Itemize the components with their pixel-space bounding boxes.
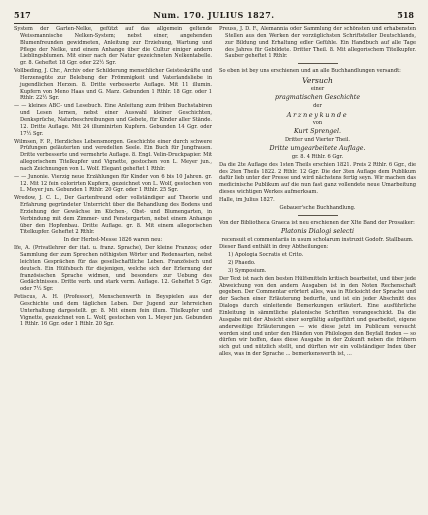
entry-wredow-gartenfreund: Wredow, J. C. L., Der Gartenfreund oder vollständiger auf Theorie und Erfahrung gegründeter Unterricht über die Behandlung des Bodens und Erziehung der Gewächse im Küchen-, Obst- und Blumengarten, in Verbindung mit dem Zimmer- und Fenstergarten, nebst einem Anhange über den Hopfenbau. Dritte Auflage. gr. 8. Mit einem allegorischen Titelkupfer. Geheftet 2 Rthlr. xyxy=(14,195,212,236)
section-divider xyxy=(298,63,338,64)
page-number-left: 517 xyxy=(14,10,31,20)
issue-title: Num. 170. JULIUS 1827. xyxy=(153,10,275,20)
book-title-line1: Versuch xyxy=(302,76,333,86)
book2-title: Platonis Dialogi selecti xyxy=(280,227,355,235)
sprengel-description: Da die 2te Auflage des 1sten Theils erschien 1821. Preis 2 Rthlr. 6 Ggr., die des 2ten Theils 1822. 2 Rthlr. 12 Ggr. Die der 3ten Auflage dem Publikum dafür lieb unter der Presse und wird nächstens fertig seyn. Wir machen das medicinische Publikum auf die nun fast ganz vollendete neue Umarbeitung dieses wichtigen Werkes aufmerksam. xyxy=(219,161,416,196)
book2-volume-note: Dieser Band enthält in drey Abtheilungen: xyxy=(219,244,329,251)
entry-petiscus-menschenwerth: Petiscus, A. H. (Professor), Menschenwerth in Beyspielen aus der Geschichte und dem täglichen Leben. Der Jugend zur lehrreichen Unterhaltung dargestellt. gr. 8. Mit einem fein illum. Titelkupfer und Vignette, gezeichnet von L. Wolf, gestochen von L. Meyer jun. Gebunden 1 Rthlr. 16 Ggr. oder 1 Rthlr. 20 Sgr. xyxy=(14,294,212,328)
entry-preuss-alemannia: Preuss, J. D. F., Alemannia oder Sammlung der schönsten und erhabensten Stellen aus den Werken der vorzüglichsten Schriftsteller Deutschlands, zur Bildung und Erhaltung edler Gefühle. Ein Handbuch auf alle Tage des Jahres für Gebildete. Dritter Theil. 8. Mit allegorischem Titelkupfer. Sauber geheftet 1 Rthlr. xyxy=(219,26,416,60)
book-parts: Dritter und Vierter Theil. xyxy=(284,137,351,144)
entry-abc-lesebuch: — — kleines ABC- und Lesebuch. Eine Anleitung zum frühen Buchstabiren und Lesen lernen, nebst einer Auswahl kleiner Geschichten, Denksprüche, Naturbeschreibungen und Gebete, für Kinder aller Stände. 12. Dritte Auflage. Mit 24 illuminirten Kupfern. Gebunden 14 Ggr. oder 17½ Sgr. xyxy=(14,103,212,137)
entry-vollbeding-archiv: Vollbeding, J. Chr., Archiv oder Schilderung menschlicher Geisteskräfte und Herzensgüte zur Belebung der Frömmigkeit und Vaterlandsliebe in jugendlichen Herzen. 8. Dritte verbesserte Auflage. Mit 11 illumin. Kupfern von Meno Haas und G. Marz. Gebunden 1 Rthlr. 18 Ggr. oder 1 Rthlr. 22½ Sgr. xyxy=(14,68,212,102)
page-number-right: 518 xyxy=(397,10,414,20)
publisher-signature: Gebauer'sche Buchhandlung. xyxy=(279,204,356,211)
section-divider-2 xyxy=(298,215,338,216)
place-date: Halle, im Julius 1827. xyxy=(219,197,275,203)
book-title-line5: Arzneykunde xyxy=(286,110,349,119)
entry-junonie: — — Junonie. Vierzig neue Erzählungen für Kinder von 6 bis 10 Jahren. gr. 12. Mit 12 fein colorirten Kupfern, gezeichnet von L. Wolf, gestochen von L. Meyer jun. Gebunden 1 Rthlr. 20 Ggr. oder 1 Rthlr. 25 Sgr. xyxy=(14,173,212,194)
book-author: Kurt Sprengel. xyxy=(293,128,342,136)
entry-garden-carnation: System der Garten-Nelke, gefützt auf das allgemein geltende Weissmannische Nelken-System; nebst einer, angehenden Blumenfreunden gewidmeten, Anleitung zur Erziehung, Wartung und Pflege der Nelke, und einem Anhange über die Cultur einiger andern Lieblingsblumen. Mit einer nach der Natur gezeichneten Nelkentabelle. gr. 8. Geheftet 18 Ggr. oder 22½ Sgr. xyxy=(14,26,212,67)
page-header xyxy=(14,10,414,22)
book2-item: 3) Symposium. xyxy=(228,267,267,274)
entry-wilmsen-lebensmorgen: Wilmsen, F. P., Herzliches Lebensmorgen. Geschichte einer durch schwere Prüfungen geläuterten und veredelten Seele. Ein Buch für Jungfrauen. Dritte verbesserte und vermehrte Auflage. 8. Engl. Velin-Druckpapier. Mit allegorischem Titelkupfer und Vignette, gestochen von L. Meyer jun., nach Zeichnungen von L. Wolf. Elegant geheftet 1 Rthlr. xyxy=(14,138,212,172)
book-price: gr. 8. 4 Rthlr. 6 Ggr. xyxy=(291,153,344,160)
announcement-bibliotheca: Von der Bibliotheca Graeca ist neu erschienen der XIte Band der Prosaiker: xyxy=(219,219,415,226)
book2-item: 1) Apologia Socratis et Crito. xyxy=(228,252,304,259)
announcement-sprengel: So eben ist bey uns erschienen und an alle Buchhandlungen versandt: xyxy=(219,68,401,75)
book2-item: 2) Phaedo. xyxy=(228,260,256,267)
book-title-line2: einer xyxy=(310,86,325,93)
right-column xyxy=(219,26,416,510)
left-column xyxy=(14,26,212,510)
book-title-line4: der xyxy=(313,102,322,109)
entry-ife-franzos: Ife, A. (Privatlehrer der itat. u. franz. Sprache), Der kleine Franzos; oder Sammlung der zum Sprechen nöthigsten Wörter und Redensarten, nebst leichten Gesprächen für das gesellschaftliche Leben. Französisch und deutsch. Ein Hülfsbuch für diejenigen, welche sich der Erlernung der französischen Sprache widmen, und besonders zur Uebung des Gedächtnisses. Dritte verb. und stark verm. Auflage. 12. Geheftet 5 Ggr. oder 7½ Sgr. xyxy=(14,245,212,293)
book-title-line3: pragmatischen Geschichte xyxy=(274,93,361,101)
book-author-von: von xyxy=(312,120,323,127)
book2-subtitle: recensuit et commentariis in usum scholarum instruxit Godofr. Stallbaum. xyxy=(221,236,414,243)
book2-description: Der Text ist nach den besten Hülfsmitteln kritisch bearbeitet, und über jede Abweichung von den andern Ausgaben ist in den Noten Rechenschaft gegeben. Der Commentar erörtert alles, was in Rücksicht der Sprache und der Sachen einer Erläuterung bedurfte, und ist ein jeder Abschnitt des Dialogs durch einleitende Bemerkungen erläutert. Eine ausführliche Einleitung in sämmtliche platonische Schriften vorangeschickt. Da die Ausgabe mit der Absicht einer sorgfältig aufgeführt und gearbeitet, eigene anderweitige Erläuterungen — wie diese jetzt im Publicum versucht worden sind und unter den Händen von Philologen den Beyfall finden — so dürfen wir hoffen, dass diese Ausgabe in der Zukunft neben die frühern sich gut und nützlich stellt, und dürften wir ein vollständiger Index über alles, was in der Sprache ... bemerkenswerth ist, ... xyxy=(219,275,416,358)
section-heading-herbst-messe: In der Herbst-Messe 1826 waren neu: xyxy=(63,237,163,244)
header-rule xyxy=(14,23,414,24)
book-edition: Dritte umgearbeitete Auflage. xyxy=(269,144,366,152)
